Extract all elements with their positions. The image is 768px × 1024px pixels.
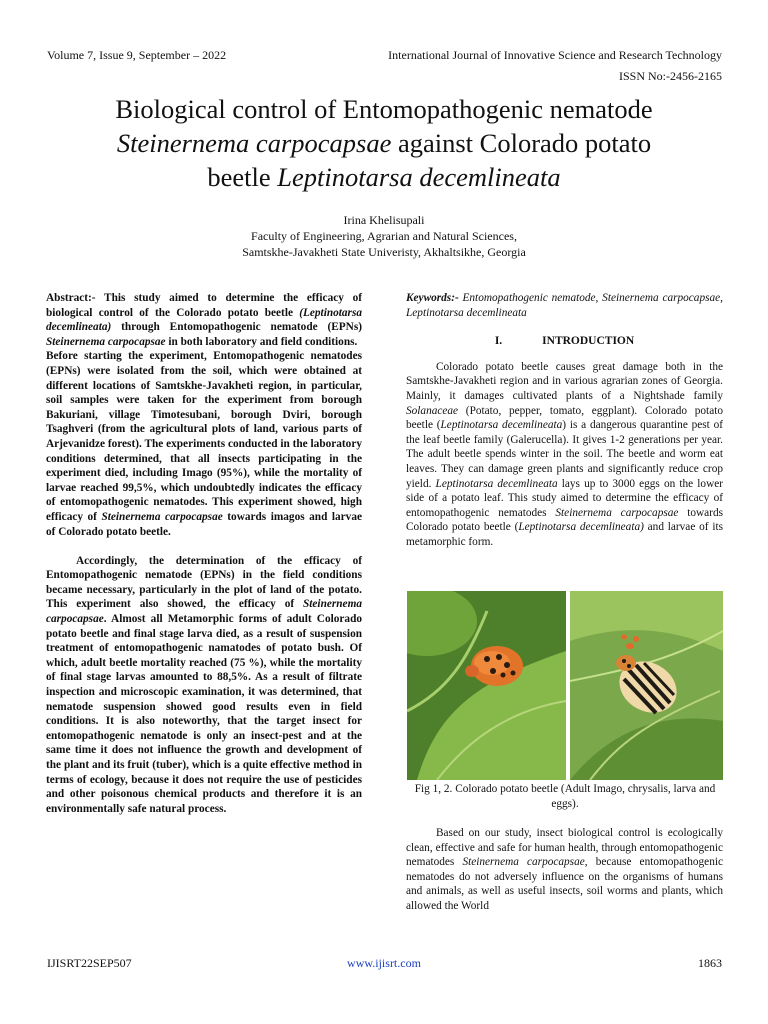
section-heading-introduction (406, 334, 723, 349)
abstract-paragraph-2 (46, 349, 362, 539)
intro-p2-a: Based on our study, insect biological control is ecologically clean, effective and safe for human health, through entomopathogenic nematodes (406, 827, 723, 869)
beetle-photo-1-image (407, 591, 566, 780)
intro-paragraph-2 (406, 826, 723, 914)
intro-p1-j: Leptinotarsa decemlineata) (518, 521, 644, 534)
title-species-1: Steinernema carpocapsae (116, 128, 392, 158)
intro-p1-h: Steinernema carpocapsae (555, 506, 679, 519)
intro-p1-c: (Potato, pepper, tomato, eggplant). Colorado potato beetle ( (406, 404, 723, 432)
figure-beetle-photos (407, 591, 723, 780)
beetle-photo-2-image (570, 591, 723, 780)
abstract-paragraph-3 (46, 554, 362, 817)
footer-paper-code: IJISRT22SEP507 (47, 956, 132, 970)
footer-url-wrapper (0, 956, 768, 971)
header-issn: ISSN No:-2456-2165 (618, 69, 722, 83)
abstract-p1-text-e: in both laboratory and field conditions. (165, 335, 358, 348)
intro-p2-species: Steinernema carpocapsae (462, 856, 585, 869)
intro-p1-k: and larvae of its metamorphic form. (406, 521, 723, 548)
abstract-p2-text-c: towards imagos and larvae of Colorado potato beetle. (46, 510, 362, 538)
section-title: INTRODUCTION (542, 335, 635, 348)
abstract-p3-text-c: . Almost all Metamorphic forms of adult Colorado potato beetle and final stage larva died, as a result of suspension treatment of entomopathogenic namatodes of potato bush. Of which, adult beetle mortality reached (75 %), while the mortality of final stage larvas amounted to 88,5%. As a result of filtrate inspection and microscopic examination, it was determined, that nematode suspension showed good results even in field conditions. It is also noteworthy, that the target insect for entomopathogenic nematode is only an insect-pest and at the same time it does not influence the growth and development of the plant and its fruit (tuber), which is a quite effective method in terms of ecology, because it does not require the use of pesticides and other poisonous chemical products and therefore it is an environmentally safe natural process. (46, 613, 362, 815)
header-journal: International Journal of Innovative Science and Research Technology (388, 48, 722, 62)
abstract-column (46, 291, 362, 816)
abstract-p3-species: Steinernema carpocapsae (46, 598, 362, 626)
section-number: I. (494, 335, 503, 348)
author-block (40, 212, 728, 260)
keywords-label: Keywords:- (406, 292, 459, 304)
title-line-3-plain: beetle (207, 162, 278, 192)
footer-url-link[interactable]: www.ijisrt.com (347, 956, 421, 970)
intro-p1-e: ) is a dangerous quarantine pest of the leaf beetle family (Galerucella). It gives 1-2 generations per year. The adult beetle spends winter in the soil. The beetle and worm eat leaves. They can damage green plants and significantly reduce crop yield. (406, 419, 724, 490)
abstract-p1-text-a: Abstract:- This study aimed to determine the efficacy of biological control of the Colorado potato beetle (46, 292, 362, 319)
intro-p1-i: towards Colorado potato beetle ( (406, 506, 723, 534)
intro-p1-d: Leptinotarsa decemlineata (440, 419, 563, 432)
abstract-p2-text-a: Before starting the experiment, Entomopathogenic nematodes (EPNs) were isolated from the soil, which were obtained at different locations of Samtskhe-Javakheti region, in particular, soil samples were taken for the experiment from borough Bakuriani, village Timotesubani, borough Dviri, borough Tsaghveri (from the agricultural plots of land, various parts of Arjevanidze forest). The experiments conducted in the laboratory conditions determined, that all insects participating in the experiment died, including Imago (95%), while the mortality of larvae reached 99,5%, which undoubtedly indicates the efficacy of entomopathogenic nematodes. This experiment showed, high efficacy of (46, 350, 362, 523)
intro-p1-g: lays up to 3000 eggs on the lower side of a potato leaf. This study aimed to determine the efficacy of entomopathogenic nematodes (406, 477, 723, 519)
figure-caption: Fig 1, 2. Colorado potato beetle (Adult Imago, chrysalis, larva and eggs). (414, 783, 716, 810)
intro-p2-c: , because entomopathogenic nematodes do not adversely influence on the organisms of humans and animals, as well as useful insects, soil worms and plants, which allowed the World (406, 856, 723, 912)
intro-paragraph-1 (406, 360, 723, 550)
abstract-p2-species: Steinernema carpocapsae (101, 510, 223, 523)
intro-p1-b: Solanaceae (406, 404, 459, 417)
intro-p1-a: Colorado potato beetle causes great damage both in the Samtskhe-Javakheti region and in various agrarian zones of Georgia. Mainly, it damages cultivated plants of a Nightshade family (406, 360, 723, 402)
footer-page-number: 1863 (698, 956, 722, 970)
abstract-paragraph-1 (46, 291, 362, 349)
paper-title (40, 92, 728, 194)
abstract-p1-text-c: through Entomopathogenic nematode (EPNs) (111, 321, 362, 334)
intro-paragraph-2-text (406, 826, 723, 914)
abstract-p3-text-a: Accordingly, the determination of the efficacy of Entomopathogenic nematode (EPNs) in the field conditions became necessary, particularly in the plot of land of the potato. This experiment also showed, the efficacy of (46, 554, 362, 611)
intro-column (406, 291, 723, 550)
photo-striped-beetle (570, 591, 723, 780)
intro-p1-f: Leptinotarsa decemlineata (435, 477, 558, 490)
title-line-1: Biological control of Entomopathogenic nematode (115, 94, 653, 124)
header-volume: Volume 7, Issue 9, September – 2022 (47, 48, 227, 62)
title-line-3 (40, 160, 728, 194)
title-line-2-rest: against Colorado potato (391, 128, 652, 158)
abstract-p1-species: (Leptinotarsa decemlineata) (46, 306, 362, 334)
photo-adult-beetle (407, 591, 566, 780)
abstract-p1-species-2: Steinernema carpocapsae (46, 335, 166, 348)
author-name: Irina Khelisupali (343, 213, 425, 227)
title-line-2 (40, 126, 728, 160)
keywords-text: Entomopathogenic nematode, Steinernema carpocapsae, Leptinotarsa decemlineata (406, 292, 723, 319)
author-affiliation-1: Faculty of Engineering, Agrarian and Natural Sciences, (251, 229, 517, 243)
title-species-2: Leptinotarsa decemlineata (277, 162, 561, 192)
author-affiliation-2: Samtskhe-Javakheti State Univeristy, Akhaltsikhe, Georgia (242, 245, 526, 259)
keywords (406, 291, 723, 320)
